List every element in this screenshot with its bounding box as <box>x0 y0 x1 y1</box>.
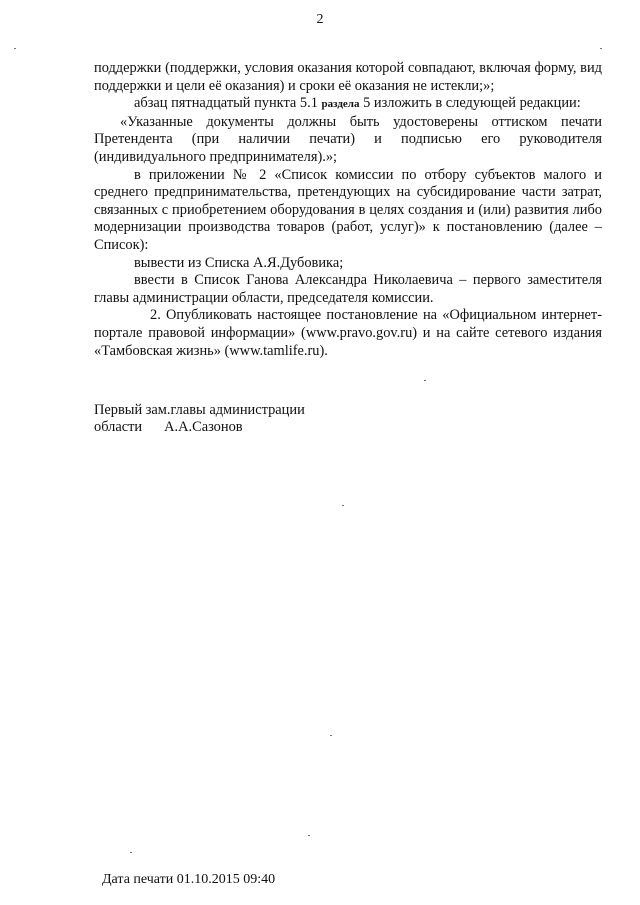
amendment-text-start: абзац пятнадцатый пункта 5.1 <box>134 95 322 112</box>
paragraph-quoted-requirement: «Указанные документы должны быть удостоверены оттиском печати Претендента (при наличии печати) и подписью его руководителя (индивидуального предпринимателя).»; <box>94 113 602 165</box>
scan-speck <box>600 48 602 49</box>
print-date: Дата печати 01.10.2015 09:40 <box>102 872 276 887</box>
amendment-text-end: 5 изложить в следующей редакции: <box>359 95 581 112</box>
paragraph-support-conditions: поддержки (поддержки, условия оказания которой совпадают, включая форму, вид поддержки и цели её оказания) и сроки её оказания не истекли;»; <box>94 60 602 94</box>
page-number: 2 <box>316 12 324 27</box>
scan-speck <box>14 48 16 49</box>
scan-speck <box>424 380 426 381</box>
signer-name: А.А.Сазонов <box>164 419 243 435</box>
paragraph-add-member: ввести в Список Ганова Александра Николаевича – первого заместителя главы администрации области, председателя комиссии. <box>94 272 602 306</box>
signer-region: области <box>94 419 143 435</box>
signature-block <box>94 402 305 436</box>
document-body <box>94 60 602 360</box>
scan-speck <box>330 735 332 736</box>
signer-line <box>94 419 305 436</box>
signer-position: Первый зам.главы администрации <box>94 402 305 418</box>
paragraph-amendment-intro <box>94 95 602 114</box>
scan-speck <box>342 505 344 506</box>
scan-speck <box>130 852 132 853</box>
paragraph-appendix-2: в приложении № 2 «Список комиссии по отбору субъектов малого и среднего предпринимательства, претендующих на субсидирование части затрат, связанных с приобретением оборудования в целях создания и (или) развития либо модернизации производства товаров (работ, услуг)» к постановлению (далее – Список): <box>94 166 602 253</box>
paragraph-publish: 2. Опубликовать настоящее постановление на «Официальном интернет-портале правовой информации» (www.pravo.gov.ru) и на сайте сетевого издания «Тамбовская жизнь» (www.tamlife.ru). <box>94 307 602 359</box>
amendment-section-word: раздела <box>321 98 360 111</box>
scan-speck <box>308 835 310 836</box>
paragraph-remove-member: вывести из Списка А.Я.Дубовика; <box>134 254 344 271</box>
